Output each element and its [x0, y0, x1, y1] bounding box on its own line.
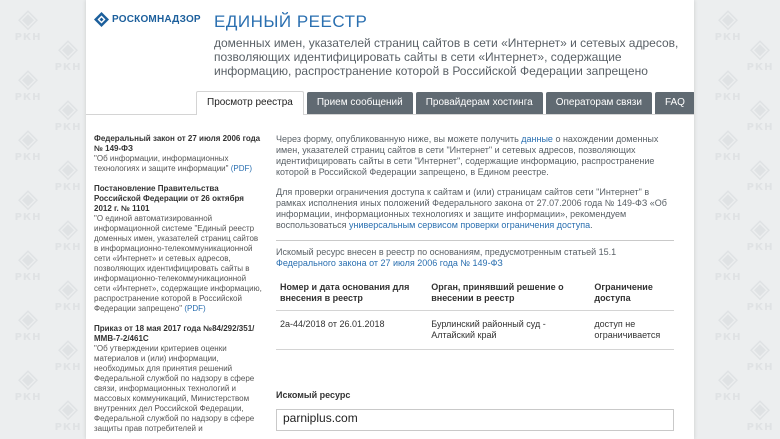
result-table — [276, 278, 674, 350]
law-title: Приказ от 18 мая 2017 года №84/292/351/ММВ-7-2/461С — [94, 324, 255, 343]
tab-faq[interactable]: FAQ — [655, 92, 694, 114]
column-header: Номер и дата основания для внесения в реестр — [276, 278, 427, 311]
rkn-watermark-icon: ◈ РКН — [746, 94, 774, 133]
tab-messages[interactable]: Прием сообщений — [307, 92, 413, 114]
table-cell: доступ не ограничивается — [590, 311, 674, 350]
check-text: Для проверки ограничения доступа к сайтам и (или) страницам сайтов сети "Интернет" в рамках исполнения иных положений Федерального закона от 27.07.2006 года № 149-ФЗ «Об информации, информационных технологиях и защите информации», рекомендуем воспользоваться — [276, 187, 667, 230]
column-header: Ограничение доступа — [590, 278, 674, 311]
rkn-watermark-icon: ◈ РКН — [14, 304, 42, 343]
rkn-emblem-icon — [94, 12, 109, 27]
tab-view-registry[interactable]: Просмотр реестра — [196, 91, 304, 115]
basis-text: Искомый ресурс внесен в реестр по основаниям, предусмотренным статьей 15.1 — [276, 247, 617, 257]
check-paragraph — [276, 187, 674, 231]
rkn-watermark-icon: ◈ РКН — [54, 334, 82, 373]
check-text-end: . — [590, 220, 593, 230]
rkn-watermark-icon: ◈ РКН — [714, 4, 742, 43]
header — [86, 0, 694, 92]
rkn-watermark-icon: ◈ РКН — [54, 214, 82, 253]
rkn-watermark-icon: ◈ РКН — [714, 364, 742, 403]
law-description: "Об информации, информационных технологиях и защите информации" — [94, 154, 229, 173]
rkn-watermark-icon: ◈ РКН — [746, 154, 774, 193]
rkn-watermark-icon: ◈ РКН — [14, 364, 42, 403]
intro-paragraph — [276, 134, 674, 178]
page-title: ЕДИНЫЙ РЕЕСТР — [214, 12, 368, 31]
resource-input[interactable]: parniplus.com — [276, 409, 674, 431]
law-description: "О единой автоматизированной информационной системе "Единый реестр доменных имен, указателей страниц сайтов в информационно-телекоммуникационной сети «Интернет» и сетевых адресов, позволяющих идентифицировать сайты в информационно-телекоммуникационной сети «Интернет», содержащие информацию, распространение которой в Российской Федерации запрещено" — [94, 214, 262, 313]
law-item — [94, 324, 262, 434]
rkn-watermark-icon: ◈ РКН — [14, 184, 42, 223]
access-check-service-link[interactable]: универсальным сервисом проверки ограничения доступа — [349, 220, 591, 230]
rkn-watermark-icon: ◈ РКН — [14, 244, 42, 283]
nav-tabs — [196, 92, 694, 115]
rkn-watermark-icon: ◈ РКН — [746, 334, 774, 373]
rkn-watermark-icon: ◈ РКН — [746, 214, 774, 253]
registry-page — [86, 0, 694, 439]
page-subtitle: доменных имен, указателей страниц сайтов в сети «Интернет» и сетевых адресов, позволяющих идентифицировать сайты в сети «Интернет», содержащие информацию, распространение которой в Российской Федерации запрещено — [214, 36, 679, 78]
rkn-watermark-icon: ◈ РКН — [14, 124, 42, 163]
rkn-watermark-icon: ◈ РКН — [14, 4, 42, 43]
law-title: Федеральный закон от 27 июля 2006 года № 149-ФЗ — [94, 134, 261, 153]
rkn-watermark-icon: ◈ РКН — [714, 124, 742, 163]
rkn-watermark-icon: ◈ РКН — [54, 394, 82, 433]
logo-text: РОСКОМНАДЗОР — [112, 14, 201, 25]
rkn-watermark-icon: ◈ РКН — [54, 154, 82, 193]
column-header: Орган, принявший решение о внесении в реестр — [427, 278, 590, 311]
rkn-watermark-icon: ◈ РКН — [746, 34, 774, 73]
rkn-watermark-icon: ◈ РКН — [746, 394, 774, 433]
rkn-watermark-icon: ◈ РКН — [746, 274, 774, 313]
intro-text-rest: о нахождении доменных имен, указателей страниц сайтов в сети "Интернет" и сетевых адресов, позволяющих идентифицировать сайты в сети "Интернет", содержащие информацию, распространение которой в Российской Федерации запрещено, в Едином реестре. — [276, 134, 659, 177]
rkn-watermark-icon: ◈ РКН — [54, 34, 82, 73]
table-cell: 2а-44/2018 от 26.01.2018 — [276, 311, 427, 350]
table-row — [276, 311, 674, 350]
law-item — [94, 134, 262, 174]
main-content — [276, 134, 674, 431]
law-description: "Об утверждении критериев оценки материалов и (или) информации, необходимых для принятия решений Федеральной службой по надзору в сфере связи, информационных технологий и массовых коммуникаций, Министерством внутренних дел Российской Федерации, Федеральной службой по надзору в сфере защиты прав потребителей и — [94, 344, 255, 433]
rkn-logo[interactable] — [94, 12, 201, 27]
law-pdf-link[interactable]: (PDF) — [184, 304, 206, 313]
rkn-watermark-icon: ◈ РКН — [714, 64, 742, 103]
resource-label: Искомый ресурс — [276, 390, 351, 400]
rkn-watermark-icon: ◈ РКН — [54, 94, 82, 133]
tab-hosting-providers[interactable]: Провайдерам хостинга — [416, 92, 543, 114]
table-header-row — [276, 278, 674, 311]
rkn-watermark-icon: ◈ РКН — [714, 304, 742, 343]
rkn-watermark-icon: ◈ РКН — [14, 64, 42, 103]
federal-law-link[interactable]: Федерального закона от 27 июля 2006 года № 149-ФЗ — [276, 258, 503, 268]
data-link[interactable]: данные — [521, 134, 553, 144]
intro-text: Через форму, опубликованную ниже, вы можете получить — [276, 134, 522, 144]
rkn-watermark-icon: ◈ РКН — [714, 184, 742, 223]
divider — [276, 240, 674, 241]
sidebar-laws — [94, 134, 262, 439]
law-item — [94, 184, 262, 314]
law-pdf-link[interactable]: (PDF) — [230, 164, 253, 173]
law-title: Постановление Правительства Российской Федерации от 26 октября 2012 г. № 1101 — [94, 184, 244, 213]
rkn-watermark-icon: ◈ РКН — [714, 244, 742, 283]
tab-telecom-operators[interactable]: Операторам связи — [546, 92, 652, 114]
rkn-watermark-icon: ◈ РКН — [54, 274, 82, 313]
table-cell: Бурлинский районный суд - Алтайский край — [427, 311, 590, 350]
